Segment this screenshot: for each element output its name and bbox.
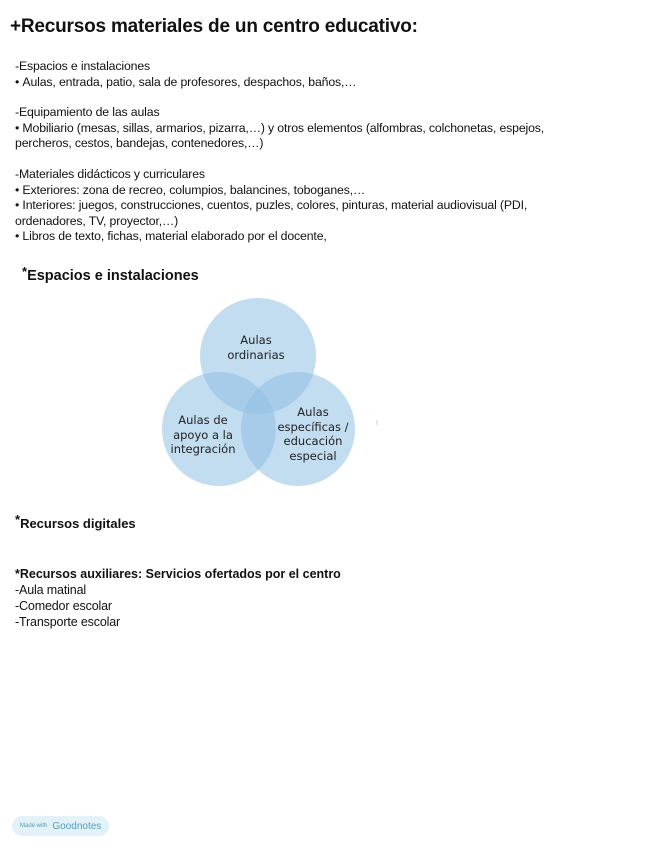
section-espacios [15, 59, 635, 90]
auxiliares-title: *Recursos auxiliares: Servicios ofertados por el centro [15, 567, 341, 581]
bullet-continuation: ordenadores, TV, proyector,…) [15, 213, 179, 228]
asterisk-icon: * [15, 512, 21, 527]
section-equipamiento [15, 105, 635, 152]
page-title: +Recursos materiales de un centro educativo: [10, 16, 418, 37]
espacios-heading-text: Espacios e instalaciones [27, 268, 199, 284]
venn-circles [155, 296, 365, 496]
ink-speck [376, 420, 378, 425]
badge-made-with: Made with [20, 823, 48, 829]
section-heading: -Espacios e instalaciones [15, 59, 151, 73]
section-materiales [15, 167, 635, 245]
espacios-heading [22, 264, 199, 284]
goodnotes-badge[interactable] [12, 816, 109, 836]
auxiliares-item: -Transporte escolar [15, 615, 121, 629]
bullet-item: • Interiores: juegos, construcciones, cuentos, puzles, colores, pinturas, material audiovisual (PDI, [15, 198, 635, 214]
materials-sections [15, 59, 635, 260]
section-heading: -Equipamiento de las aulas [15, 105, 160, 120]
auxiliares-section [15, 566, 615, 630]
venn-label-right: Aulas específicas / educación especial [277, 405, 349, 463]
bullet-item: • Exteriores: zona de recreo, columpios, balancines, toboganes,… [15, 183, 635, 199]
asterisk-icon: * [22, 264, 28, 279]
venn-label-top: Aulas ordinarias [227, 333, 285, 362]
venn-diagram [155, 296, 365, 496]
bullet-item: • Libros de texto, fichas, material elaborado por el docente, [15, 229, 635, 245]
digitales-heading-text: Recursos digitales [20, 516, 136, 531]
bullet-item: • Aulas, entrada, patio, sala de profesores, despachos, baños,… [15, 75, 635, 91]
bullet-continuation: percheros, cestos, bandejas, contenedores,…) [15, 136, 264, 151]
digitales-heading [15, 512, 136, 531]
auxiliares-item: -Comedor escolar [15, 599, 112, 613]
auxiliares-item: -Aula matinal [15, 583, 86, 597]
bullet-item: • Mobiliario (mesas, sillas, armarios, pizarra,…) y otros elementos (alfombras, colchonetas, espejos, [15, 121, 635, 137]
section-heading: -Materiales didácticos y curriculares [15, 166, 205, 181]
badge-brand: Goodnotes [52, 820, 102, 832]
venn-label-left: Aulas de apoyo a la integración [170, 413, 236, 456]
